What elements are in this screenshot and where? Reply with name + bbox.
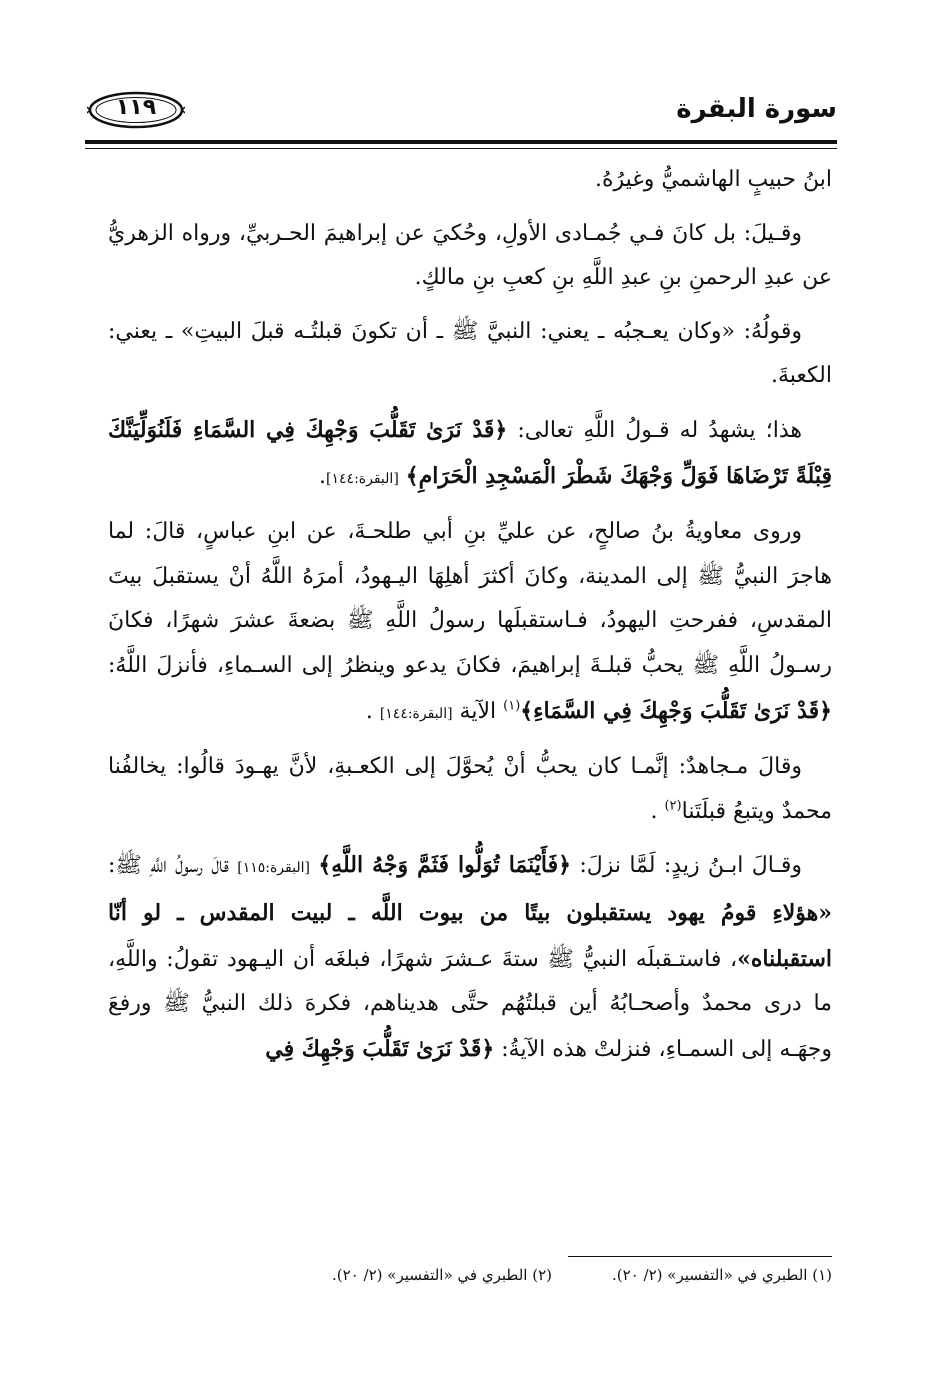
paragraph <box>108 408 832 501</box>
page-number-badge <box>87 90 185 130</box>
header-rule <box>85 140 837 144</box>
text-segment: ، فاستـقبلَه النبيُّ ﷺ ستةَ عـشرَ شهرًا، فبلغَه أن اليـهود تقولُ: واللَّهِ، ما درى محمدٌ وأصحـابُهُ أين قبلتُهُم حتَّى هديناهم، فكرهَ ذلك النبيُّ ﷺ ورفعَ وجهَـه إلى السمـاءِ، فنزلتْ هذه الآيةُ: <box>108 946 832 1062</box>
quran-quote: ﴿فَأَيْنَمَا تُوَلُّوا فَثَمَّ وَجْهُ اللَّهِ﴾ <box>318 852 571 879</box>
paragraph <box>108 745 832 834</box>
paragraph <box>108 510 832 736</box>
text-segment: . <box>650 798 665 824</box>
text-segment: ابنُ حبيبٍ الهاشميُّ وغيرُهُ. <box>594 167 832 192</box>
footnote: (٢) الطبري في «التفسير» (٢/ ٢٠). <box>332 1266 552 1284</box>
verse-reference: [البقرة:١١٥] <box>237 860 310 877</box>
text-segment: هذا؛ يشهدُ له قـولُ اللَّهِ تعالى: <box>507 417 803 443</box>
paragraph <box>108 310 832 399</box>
footnotes <box>250 1266 832 1284</box>
text-segment: وقولُهُ: «وكان يعـجبُه ـ يعني: النبيَّ ﷺ ـ أن تكونَ قبلتُـه قبلَ البيتِ» ـ يعني: الكعبةَ. <box>108 318 832 389</box>
paragraph <box>108 158 832 203</box>
quran-quote: «هؤلاءِ قومُ يهود يستقبلون بيتًا من بيوت اللَّه ـ لبيت المقدس ـ لو أنّا استقبلناه» <box>108 899 832 972</box>
footnote: (١) الطبري في «التفسير» (٢/ ٢٠). <box>612 1266 832 1284</box>
quran-quote: ﴿قَدْ نَرَىٰ تَقَلُّبَ وَجْهِكَ فِي <box>265 1035 495 1062</box>
text-segment: وقـالَ ابـنُ زيدٍ: لَمَّا نزلَ: <box>571 853 802 879</box>
text-segment: قالَ رسولُ اللَّهِ ﷺ: <box>108 853 238 879</box>
text-segment: وروى معاويةُ بنُ صالحٍ، عن عليِّ بنِ أبي طلحـةَ، عن ابنِ عباسٍ، قالَ: لما هاجرَ النبيُّ ﷺ إلى المدينة، وكانَ أكثرَ أهلِهَا اليـهودُ، أمرَهُ اللَّهُ أنْ يستقبلَ بيتَ المقدسِ، ففرحتِ اليهودُ، فـاستقبلَها رسولُ اللَّهِ ﷺ بضعةَ عشرَ شهرًا، فكانَ رسـولُ اللَّهِ ﷺ يحبُّ قبلـةَ إبراهيمَ، فكانَ يدعو وينظرُ إلى السـماءِ، فأنزلَ اللَّهُ: <box>108 519 832 678</box>
footnote-marker: (١) <box>503 698 521 714</box>
header-rule-thin <box>85 148 837 149</box>
text-segment: . <box>319 463 327 489</box>
text-segment: . <box>365 698 380 724</box>
footnote-marker: (٢) <box>664 798 682 814</box>
quran-quote: ﴿قَدْ نَرَىٰ تَقَلُّبَ وَجْهِكَ فِي السَّمَاءِ فَلَنُوَلِّيَنَّكَ قِبْلَةً تَرْضَاهَا فَوَلِّ وَجْهَكَ شَطْرَ الْمَسْجِدِ الْحَرَامِ﴾ <box>108 416 832 489</box>
paragraph <box>108 212 832 301</box>
body-text <box>108 158 832 1081</box>
verse-reference: [البقرة:١٤٤] <box>326 470 399 487</box>
surah-title: سورة البقرة <box>676 94 837 124</box>
text-segment: وقالَ مـجاهدٌ: إنَّمـا كان يحبُّ أنْ يُحوَّلَ إلى الكعـبةِ، لأنَّ يهـودَ قالُوا: يخالفُنا محمدٌ ويتبعُ قبلَتَنا <box>108 754 832 824</box>
footnote-separator <box>568 1256 832 1257</box>
text-segment: الآية <box>452 698 504 724</box>
page-header <box>85 88 837 144</box>
paragraph <box>108 843 832 1072</box>
page-number: ١١٩ <box>115 95 157 120</box>
verse-reference: [البقرة:١٤٤] <box>379 705 453 722</box>
text-segment: وقـيلَ: بل كانَ فـي جُمـادى الأولِ، وحُكيَ عن إبراهيمَ الحـربيِّ، ورواه الزهريُّ عن عبدِ الرحمنِ بنِ عبدِ اللَّهِ بنِ كعبِ بنِ مالكٍ. <box>108 220 832 291</box>
text-segment <box>399 464 406 489</box>
quran-quote: ﴿قَدْ نَرَىٰ تَقَلُّبَ وَجْهِكَ فِي السَّمَاءِ﴾ <box>520 697 832 724</box>
